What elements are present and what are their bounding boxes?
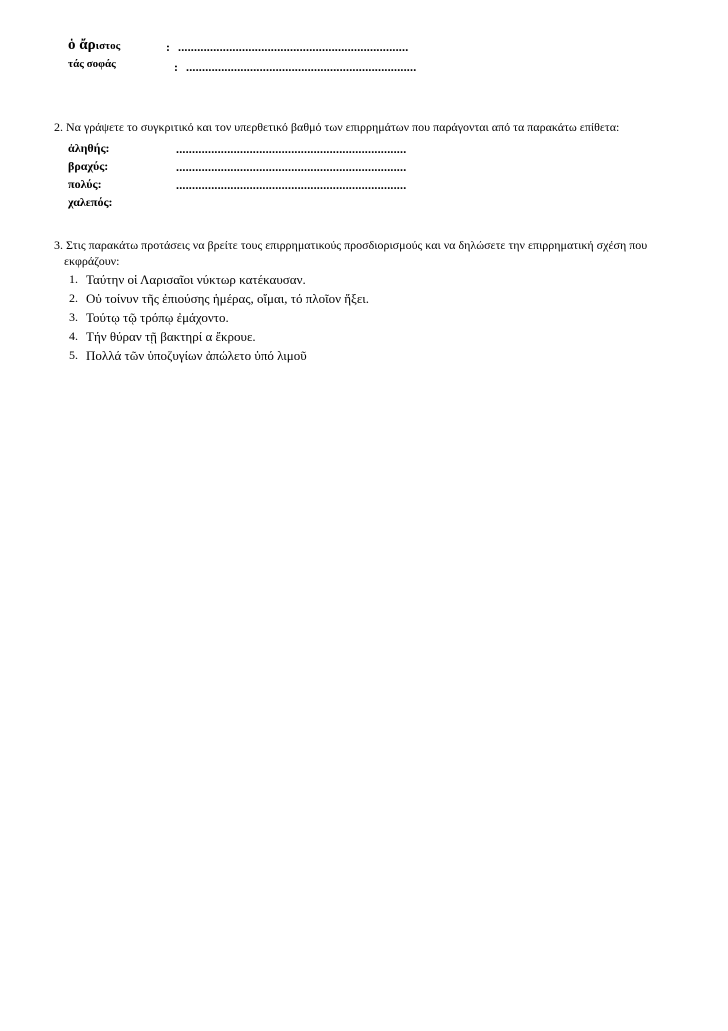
top-row-2-label: τάς σοφάς xyxy=(68,58,116,70)
top-row-1-dots: ........................................................................ xyxy=(178,40,409,54)
q3-item-1-number: 1. xyxy=(69,272,78,286)
top-row-2-colon: : xyxy=(174,60,178,74)
top-row-1-label-big: ὁ ἄρ xyxy=(68,37,96,53)
question-3-text-line-2: εκφράζουν: xyxy=(64,254,120,268)
q2-row-2-dots: ........................................................................ xyxy=(176,160,407,174)
q3-item-3-text: Τούτῳ τῷ τρόπῳ ἐμάχοντο. xyxy=(86,310,229,325)
top-row-1 xyxy=(68,36,120,54)
q2-row-3-label: πολύς: xyxy=(68,177,102,191)
q3-item-1-text: Ταύτην οἱ Λαρισαῖοι νύκτωρ κατέκαυσαν. xyxy=(86,272,306,287)
top-row-1-colon: : xyxy=(166,40,170,54)
q2-row-1-dots: ........................................................................ xyxy=(176,142,407,156)
q2-row-3-dots: ........................................................................ xyxy=(176,178,407,192)
question-3-text-line-1: 3. Στις παρακάτω προτάσεις να βρείτε τους επιρρηματικούς προσδιορισμούς και να δηλώσετε την επιρρηματική σχέση που xyxy=(54,238,648,252)
q3-item-4-number: 4. xyxy=(69,329,78,343)
q3-item-2-text: Οὐ τοίνυν τῆς ἐπιούσης ἡμέρας, οἴμαι, τό πλοῖον ἥξει. xyxy=(86,291,370,306)
q3-item-5-text: Πολλά τῶν ὑποζυγίων ἀπώλετο ὑπό λιμοῦ xyxy=(86,348,307,363)
top-row-2-dots: ........................................................................ xyxy=(186,60,417,74)
q3-item-2-number: 2. xyxy=(69,291,78,305)
q2-row-2-label: βραχύς: xyxy=(68,159,109,173)
q3-item-3-number: 3. xyxy=(69,310,78,324)
top-row-1-label: ιστος xyxy=(95,40,121,52)
q3-item-4-text: Τήν θύραν τῇ βακτηρί α ἔκρουε. xyxy=(86,329,256,344)
q2-row-4-label: χαλεπός: xyxy=(68,195,113,209)
question-2-text: 2. Να γράψετε το συγκριτικό και τον υπερθετικό βαθμό των επιρρημάτων που παράγονται από τα παρακάτω επίθετα: xyxy=(54,120,620,134)
q2-row-1-label: ἀληθής: xyxy=(68,141,110,155)
q3-item-5-number: 5. xyxy=(69,348,78,362)
